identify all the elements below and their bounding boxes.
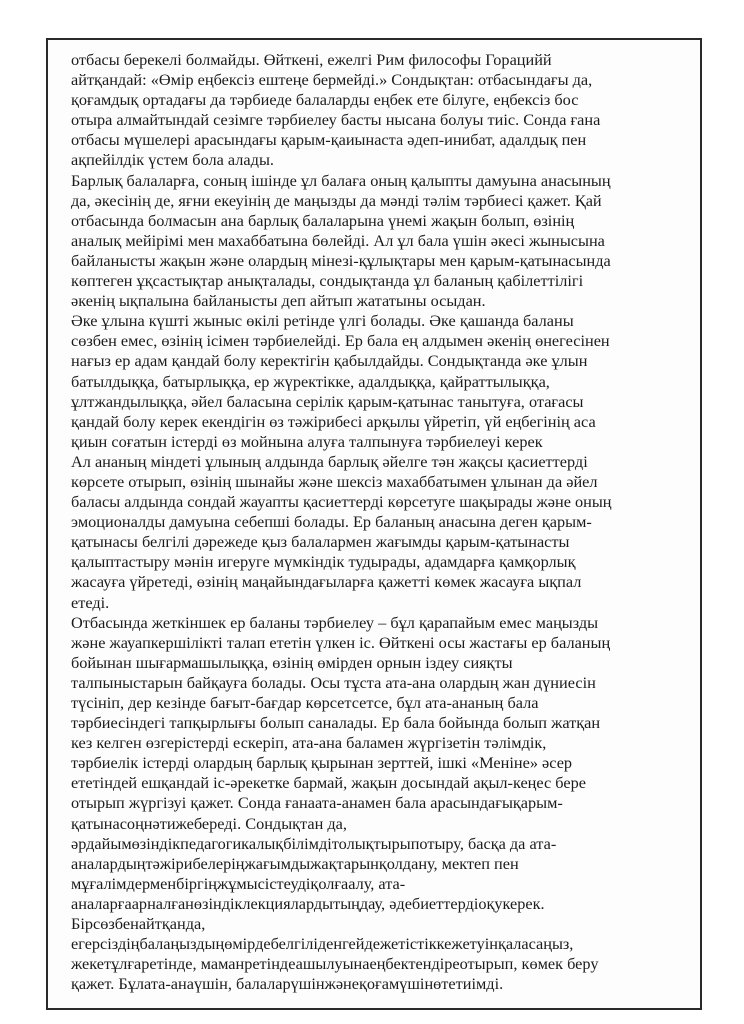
document-text-line: отбасында болмасын ана барлық балаларына үнемі жақын болып, өзінің [71,210,575,230]
document-text-line: аналардыңтәжірибелеріңжағымдыжақтарынқолдану, мектеп пен [71,853,519,873]
document-text-line: бойынан шығармашылыққа, өзінің өмірден орнын іздеу сияқты [71,652,513,672]
document-text-line: отбасы мүшелері арасындағы қарым-қаиынаста әдеп-инибат, адалдық пен [71,130,587,150]
document-text-line: ететіндей ешқандай іс-әрекетке бармай, жақын досындай ақыл-кеңес бере [71,773,586,793]
document-text-line: сөзбен емес, өзінің ісімен тәрбиелейді. Ер бала ең алдымен әкенің өнегесінен [71,331,610,351]
document-text-line: Отбасында жеткіншек ер баланы тәрбиелеу – бұл қарапайым емес маңызды [71,612,599,632]
document-text-line: қиын соғатын істерді өз мойнына алуға талпынуға тәрбиелеуі керек [71,431,543,451]
document-text-line: қоғамдық ортадағы да тәрбиеде балаларды еңбек ете білуге, еңбексіз бос [71,90,579,110]
document-text-line: жекетұлғаретінде, маманретіндеашылуынаеңбектендіреотырып, көмек беру [71,954,599,974]
document-text-line: отыра алмайтындай сезімге тәрбиелеу басты нысана болуы тиіс. Сонда ғана [71,110,601,130]
document-text-line: нағыз ер адам қандай болу керектігін қабылдайды. Сондықтанда әке ұлын [71,351,588,371]
document-text-line: ұлтжандылыққа, әйел баласына серілік қарым-қатынас танытуға, отағасы [71,391,584,411]
document-text-line: әкенің ықпалына байланысты деп айтып жататыны осыдан. [71,291,486,311]
document-text-line: отбасы берекелі болмайды. Өйткені, ежелгі Рим философы Горацийй [71,50,552,69]
document-text-line: кез келген өзгерістерді ескеріп, ата-ана баламен жүргізетін тәлімдік, [71,733,547,753]
document-text-line: Ал ананың міндеті ұлының алдында барлық әйелге тән жақсы қасиеттерді [71,451,588,471]
document-text-line: көптеген ұқсастықтар анықталады, сондықтанда ұл баланың қабілеттілігі [71,271,584,291]
document-text-line: аналық мейірімі мен махаббатына бөлейді. Ал ұл бала үшін әкесі жынысына [71,230,605,250]
document-text-line: егерсіздіңбалаңыздыңөмірдебелгіліденгейдежетістіккежетуінқаласаңыз, [71,934,574,954]
document-text-line: Әке ұлына күшті жыныс өкілі ретінде үлгі болады. Әке қашанда баланы [71,311,574,331]
document-text-line: отырып жүргізуі қажет. Сонда ғанаата-анамен бала арасындағықарым- [71,793,563,813]
document-text-line: қандай болу керек екендігін өз тәжірибесі арқылы үйретіп, үй еңбегінің аса [71,411,596,431]
document-text-line: тәрбиелік істерді олардың барлық қырынан зерттей, ішкі «Менiне» әсер [71,753,573,773]
document-text-line: ақпейілдік үстем бола алады. [71,150,274,170]
document-text-line: әрдайымөзіндікпедагогикалықбілімдітолықтырыпотыру, басқа да ата- [71,833,557,853]
document-text-line: қажет. Бұлата-анаүшін, балаларүшінжәнеқоғамүшінөтетиімді. [71,974,504,994]
document-text-line: және жауапкершілікті талап ететін үлкен іс. Өйткені осы жастағы ер баланың [71,632,611,652]
document-text-line: байланысты жақын және олардың мінезі-құлықтары мен қарым-қатынасында [71,250,611,270]
document-text-line: жасауға үйретеді, өзінің маңайындағыларға қажетті көмек жасауға ықпал [71,572,582,592]
document-text-body [71,50,683,994]
document-text-line: аналарғаарналғанөзіндіклекциялардытыңдау, әдебиеттердіоқукерек. [71,893,545,913]
document-text-line: мұғалімдерменбіргіңжұмысістеудіқолғаалу, ата- [71,873,406,893]
document-text-line: Барлық балаларға, соның ішінде ұл балаға оның қалыпты дамуына анасының [71,170,611,190]
document-text-line: қатынасоңнәтижебереді. Сондықтан да, [71,813,347,833]
document-text-line: қатынасы белгілі дәрежеде қыз балалармен жағымды қарым-қатынасты [71,532,570,552]
document-text-line: баласы алдында сондай жауапты қасиеттерді көрсетуге шақырады және оның [71,492,612,512]
document-text-line: батылдыққа, батырлыққа, ер жүректікке, адалдыққа, қайраттылыққа, [71,371,550,391]
document-text-line: көрсете отырып, өзінің шынайы және шексіз махаббатымен ұлынан да әйел [71,471,598,491]
document-text-line: тәрбиесіндегі тапқырлығы болып саналады. Ер бала бойында болып жатқан [71,713,601,733]
document-text-line: айтқандай: «Өмір еңбексіз ештеңе бермейді.» Сондықтан: отбасындағы да, [71,70,593,90]
document-text-line: эмоционалды дамуына себепші болады. Ер баланың анасына деген қарым- [71,512,592,532]
document-text-line: Бірсөзбенайтқанда, [71,914,206,934]
document-text-line: талпыныстарын байқауға болады. Осы тұста ата-ана олардың жан дүниесін [71,672,596,692]
document-text-line: етеді. [71,592,110,612]
document-text-line: түсініп, дер кезінде бағыт-бағдар көрсетсетсе, бұл ата-ананың бала [71,693,539,712]
document-text-line: қалыптастыру мәнін игеруге мүмкіндік тудырады, адамдарға қамқорлық [71,552,576,572]
document-text-line: да, әкесінің де, яғни екеуінің де маңызды да мәнді тәлім тәрбиесі қажет. Қай [71,190,602,210]
